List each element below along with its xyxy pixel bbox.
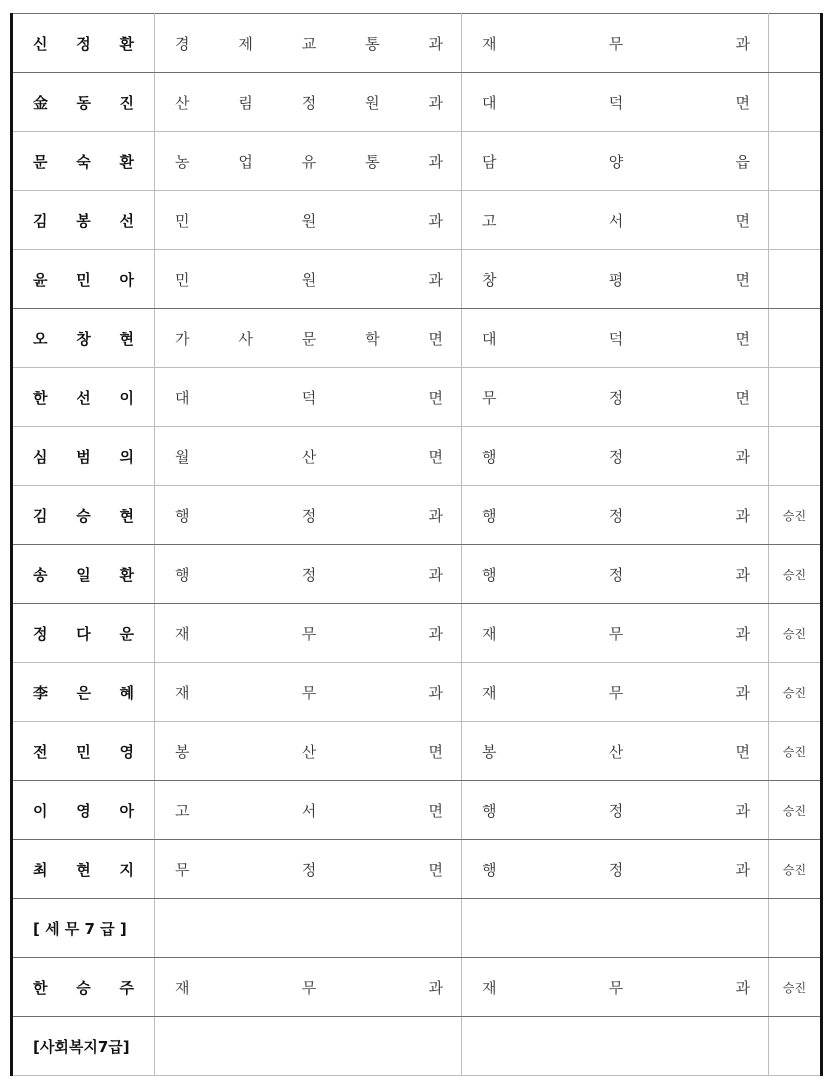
to-dept-cell — [462, 840, 769, 899]
name-cell — [12, 545, 155, 604]
to-dept-cell — [462, 309, 769, 368]
employee-name: 김 봉 선 — [33, 211, 134, 230]
employee-name: 한 선 이 — [33, 388, 134, 407]
name-cell — [12, 427, 155, 486]
employee-name: 이 영 아 — [33, 801, 134, 820]
table-row — [12, 73, 822, 132]
section-header-label: [사회복지7급] — [33, 1037, 130, 1056]
previous-department: 고 서 면 — [175, 801, 443, 820]
new-department: 행 정 과 — [482, 565, 750, 584]
to-dept-cell — [462, 132, 769, 191]
employee-name: 김 승 현 — [33, 506, 134, 525]
previous-department: 대 덕 면 — [175, 388, 443, 407]
name-cell — [12, 958, 155, 1017]
from-dept-cell — [155, 427, 462, 486]
name-cell — [12, 132, 155, 191]
to-dept-cell — [462, 368, 769, 427]
to-dept-cell — [462, 958, 769, 1017]
to-dept-cell — [462, 545, 769, 604]
from-dept-cell — [155, 368, 462, 427]
name-cell — [12, 486, 155, 545]
previous-department: 경 제 교 통 과 — [175, 34, 443, 53]
to-dept-cell — [462, 486, 769, 545]
from-dept-cell — [155, 899, 462, 958]
personnel-table — [10, 13, 823, 1076]
table-row — [12, 368, 822, 427]
previous-department: 무 정 면 — [175, 860, 443, 879]
from-dept-cell — [155, 1017, 462, 1076]
table-row — [12, 191, 822, 250]
new-department: 재 무 과 — [482, 624, 750, 643]
from-dept-cell — [155, 604, 462, 663]
name-cell — [12, 14, 155, 73]
to-dept-cell — [462, 191, 769, 250]
to-dept-cell — [462, 604, 769, 663]
from-dept-cell — [155, 840, 462, 899]
from-dept-cell — [155, 486, 462, 545]
new-department: 대 덕 면 — [482, 93, 750, 112]
from-dept-cell — [155, 250, 462, 309]
promotion-note: 승진 — [782, 626, 807, 641]
new-department: 창 평 면 — [482, 270, 750, 289]
to-dept-cell — [462, 427, 769, 486]
to-dept-cell — [462, 663, 769, 722]
name-cell — [12, 191, 155, 250]
promotion-note: 승진 — [782, 862, 807, 877]
section-header-row — [12, 1017, 822, 1076]
table-row — [12, 486, 822, 545]
section-header-label: [ 세 무 7 급 ] — [33, 919, 127, 938]
note-cell — [769, 781, 822, 840]
to-dept-cell — [462, 1017, 769, 1076]
promotion-note: 승진 — [782, 980, 807, 995]
new-department: 재 무 과 — [482, 978, 750, 997]
note-cell — [769, 309, 822, 368]
note-cell — [769, 368, 822, 427]
to-dept-cell — [462, 250, 769, 309]
note-cell — [769, 486, 822, 545]
from-dept-cell — [155, 722, 462, 781]
previous-department: 가 사 문 학 면 — [175, 329, 443, 348]
table-row — [12, 781, 822, 840]
table-row — [12, 545, 822, 604]
section-header-cell — [12, 1017, 155, 1076]
employee-name: 송 일 환 — [33, 565, 134, 584]
to-dept-cell — [462, 722, 769, 781]
new-department: 무 정 면 — [482, 388, 750, 407]
employee-name: 윤 민 아 — [33, 270, 134, 289]
employee-name: 李 은 혜 — [33, 683, 134, 702]
from-dept-cell — [155, 545, 462, 604]
employee-name: 한 승 주 — [33, 978, 134, 997]
promotion-note: 승진 — [782, 508, 807, 523]
new-department: 봉 산 면 — [482, 742, 750, 761]
note-cell — [769, 663, 822, 722]
table-row — [12, 14, 822, 73]
promotion-note: 승진 — [782, 685, 807, 700]
employee-name: 최 현 지 — [33, 860, 134, 879]
table-row — [12, 250, 822, 309]
note-cell — [769, 191, 822, 250]
personnel-roster-sheet — [10, 13, 820, 1076]
from-dept-cell — [155, 663, 462, 722]
previous-department: 재 무 과 — [175, 978, 443, 997]
employee-name: 정 다 운 — [33, 624, 134, 643]
new-department: 행 정 과 — [482, 447, 750, 466]
new-department: 담 양 읍 — [482, 152, 750, 171]
note-cell — [769, 250, 822, 309]
note-cell — [769, 958, 822, 1017]
new-department: 재 무 과 — [482, 34, 750, 53]
previous-department: 봉 산 면 — [175, 742, 443, 761]
from-dept-cell — [155, 309, 462, 368]
employee-name: 전 민 영 — [33, 742, 134, 761]
table-row — [12, 722, 822, 781]
name-cell — [12, 309, 155, 368]
from-dept-cell — [155, 958, 462, 1017]
previous-department: 민 원 과 — [175, 270, 443, 289]
note-cell — [769, 73, 822, 132]
previous-department: 민 원 과 — [175, 211, 443, 230]
previous-department: 농 업 유 통 과 — [175, 152, 443, 171]
note-cell — [769, 427, 822, 486]
name-cell — [12, 250, 155, 309]
name-cell — [12, 781, 155, 840]
table-row — [12, 427, 822, 486]
name-cell — [12, 368, 155, 427]
from-dept-cell — [155, 781, 462, 840]
new-department: 고 서 면 — [482, 211, 750, 230]
promotion-note: 승진 — [782, 803, 807, 818]
from-dept-cell — [155, 132, 462, 191]
promotion-note: 승진 — [782, 567, 807, 582]
previous-department: 산 림 정 원 과 — [175, 93, 443, 112]
to-dept-cell — [462, 14, 769, 73]
name-cell — [12, 663, 155, 722]
previous-department: 월 산 면 — [175, 447, 443, 466]
new-department: 대 덕 면 — [482, 329, 750, 348]
previous-department: 재 무 과 — [175, 624, 443, 643]
employee-name: 심 범 의 — [33, 447, 134, 466]
note-cell — [769, 545, 822, 604]
promotion-note: 승진 — [782, 744, 807, 759]
note-cell — [769, 132, 822, 191]
table-row — [12, 958, 822, 1017]
new-department: 행 정 과 — [482, 860, 750, 879]
note-cell — [769, 899, 822, 958]
note-cell — [769, 1017, 822, 1076]
table-row — [12, 840, 822, 899]
note-cell — [769, 604, 822, 663]
new-department: 행 정 과 — [482, 801, 750, 820]
table-row — [12, 604, 822, 663]
from-dept-cell — [155, 73, 462, 132]
previous-department: 행 정 과 — [175, 506, 443, 525]
table-row — [12, 132, 822, 191]
section-header-row — [12, 899, 822, 958]
note-cell — [769, 14, 822, 73]
employee-name: 金 동 진 — [33, 93, 134, 112]
note-cell — [769, 722, 822, 781]
previous-department: 행 정 과 — [175, 565, 443, 584]
note-cell — [769, 840, 822, 899]
table-row — [12, 309, 822, 368]
name-cell — [12, 604, 155, 663]
name-cell — [12, 722, 155, 781]
new-department: 행 정 과 — [482, 506, 750, 525]
name-cell — [12, 840, 155, 899]
from-dept-cell — [155, 14, 462, 73]
previous-department: 재 무 과 — [175, 683, 443, 702]
to-dept-cell — [462, 781, 769, 840]
table-row — [12, 663, 822, 722]
employee-name: 오 창 현 — [33, 329, 134, 348]
section-header-cell — [12, 899, 155, 958]
to-dept-cell — [462, 899, 769, 958]
from-dept-cell — [155, 191, 462, 250]
employee-name: 신 정 환 — [33, 34, 134, 53]
to-dept-cell — [462, 73, 769, 132]
new-department: 재 무 과 — [482, 683, 750, 702]
employee-name: 문 숙 환 — [33, 152, 134, 171]
name-cell — [12, 73, 155, 132]
